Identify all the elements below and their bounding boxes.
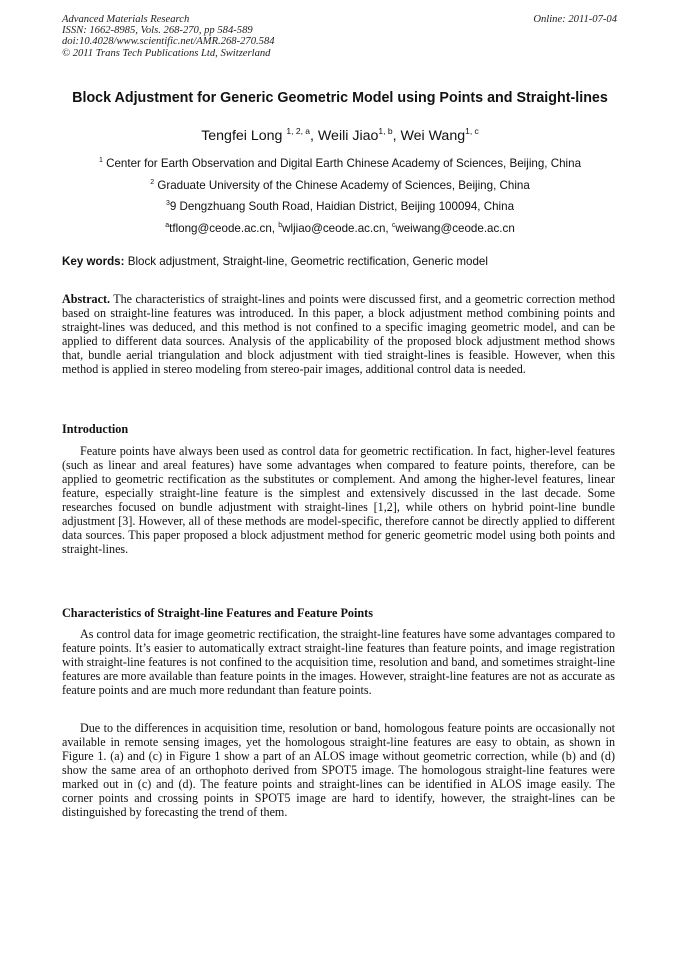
affiliation-marker: 1 [98, 157, 103, 164]
online-date: Online: 2011-07-04 [533, 14, 617, 25]
affiliation-marker: 2 [150, 179, 155, 186]
author-affiliation-marker: 1, c [465, 126, 479, 136]
affiliation-1 [62, 157, 618, 171]
email-address[interactable]: tflong@ceode.ac.cn, [169, 222, 279, 235]
author-name: Wei Wang [400, 128, 466, 144]
keywords-text: Block adjustment, Straight-line, Geometric rectification, Generic model [124, 255, 488, 268]
email-address[interactable]: weiwang@ceode.ac.cn [395, 222, 515, 235]
journal-header [62, 14, 275, 59]
introduction-paragraph: Feature points have always been used as control data for geometric rectification. In fact, higher-level features (such as linear and areal features) have some advantages when compared to feature points, therefore, can be applied to geometric rectification as the substitutes or complement. And among the higher-level features, linear feature, especially straight-line feature is the simplest and extensively discussed in the last decade. Some researches focused on bundle adjustment with straight-lines [1,2], while others on hybrid point-line bundle adjustment [3]. However, all of these methods are model-specific, therefore cannot be directly applied to different data sources. This paper proposed a block adjustment method for generic geometric model using both points and straight-lines. [62, 444, 615, 557]
author-name: Tengfei Long [201, 128, 287, 144]
section-heading-introduction: Introduction [62, 422, 129, 436]
affiliation-marker: 3 [165, 200, 170, 207]
affiliation-text: Graduate University of the Chinese Academy of Sciences, Beijing, China [154, 179, 530, 192]
copyright-line: © 2011 Trans Tech Publications Ltd, Switzerland [62, 47, 271, 59]
section-heading-characteristics: Characteristics of Straight-line Features and Feature Points [62, 606, 373, 620]
author-list [62, 127, 618, 145]
email-list [62, 222, 618, 236]
characteristics-paragraph-1: As control data for image geometric rectification, the straight-line features have some advantages compared to feature points. It’s easier to automatically extract straight-line features than feature points, and image registration with straight-line features is not confined to the acquisition time, resolution and band, and sometimes straight-line features are more available than feature points in the images. However, straight-line features are not as accurate as feature points and are much more redundant than feature points. [62, 627, 615, 698]
journal-name: Advanced Materials Research [62, 14, 190, 25]
affiliation-3 [62, 200, 618, 214]
keywords-label: Key words: [62, 255, 125, 268]
abstract-label: Abstract. [62, 292, 111, 306]
doi-line: doi:10.4028/www.scientific.net/AMR.268-270.584 [62, 36, 275, 48]
email-marker: a [165, 222, 170, 229]
email-marker: c [391, 222, 396, 229]
keywords [62, 255, 488, 269]
characteristics-paragraph-2: Due to the differences in acquisition time, resolution or band, homologous feature points are occasionally not available in remote sensing images, yet the homologous straight-line features are easy to obtain, as shown in Figure 1. (a) and (c) in Figure 1 show a part of an ALOS image without geometric correction, while (b) and (d) show the same area of an orthophoto derived from SPOT5 image. The homologous straight-line features were marked out in (c) and (d). The feature points and straight-lines can be identified in ALOS image easily. The corner points and crossing points in SPOT5 image are hard to identify, however, the straight-lines can be distinguished by forecasting the trend of them. [62, 721, 615, 820]
paper-title: Block Adjustment for Generic Geometric Model using Points and Straight-lines [72, 90, 608, 106]
abstract-text: The characteristics of straight-lines and points were discussed first, and a geometric correction method based on straight-line features was introduced. In this paper, a block adjustment method combining points and straight-lines was deduced, and this method is not confined to a specific imaging geometric model, and can be applied to different data sources. Analysis of the applicability of the proposed block adjustment method shows that, bundle aerial triangulation and block adjustment with tied straight-lines is feasible. However, when this method is applied in stereo modeling from stereo-pair images, additional control data is needed. [62, 292, 615, 377]
email-address[interactable]: wljiao@ceode.ac.cn, [282, 222, 392, 235]
affiliation-text: 9 Dengzhuang South Road, Haidian District, Beijing 100094, China [169, 200, 515, 213]
author-name: Weili Jiao [317, 128, 379, 144]
author-separator: , [392, 128, 401, 144]
affiliation-text: Center for Earth Observation and Digital Earth Chinese Academy of Sciences, Beijing, China [102, 157, 582, 170]
author-separator: , [310, 128, 318, 144]
issn-line: ISSN: 1662-8985, Vols. 268-270, pp 584-589 [62, 25, 253, 37]
author-affiliation-marker: 1, b [378, 126, 393, 136]
author-affiliation-marker: 1, 2, a [286, 126, 311, 136]
affiliation-2 [62, 179, 618, 193]
abstract [62, 292, 615, 376]
email-marker: b [278, 222, 283, 229]
